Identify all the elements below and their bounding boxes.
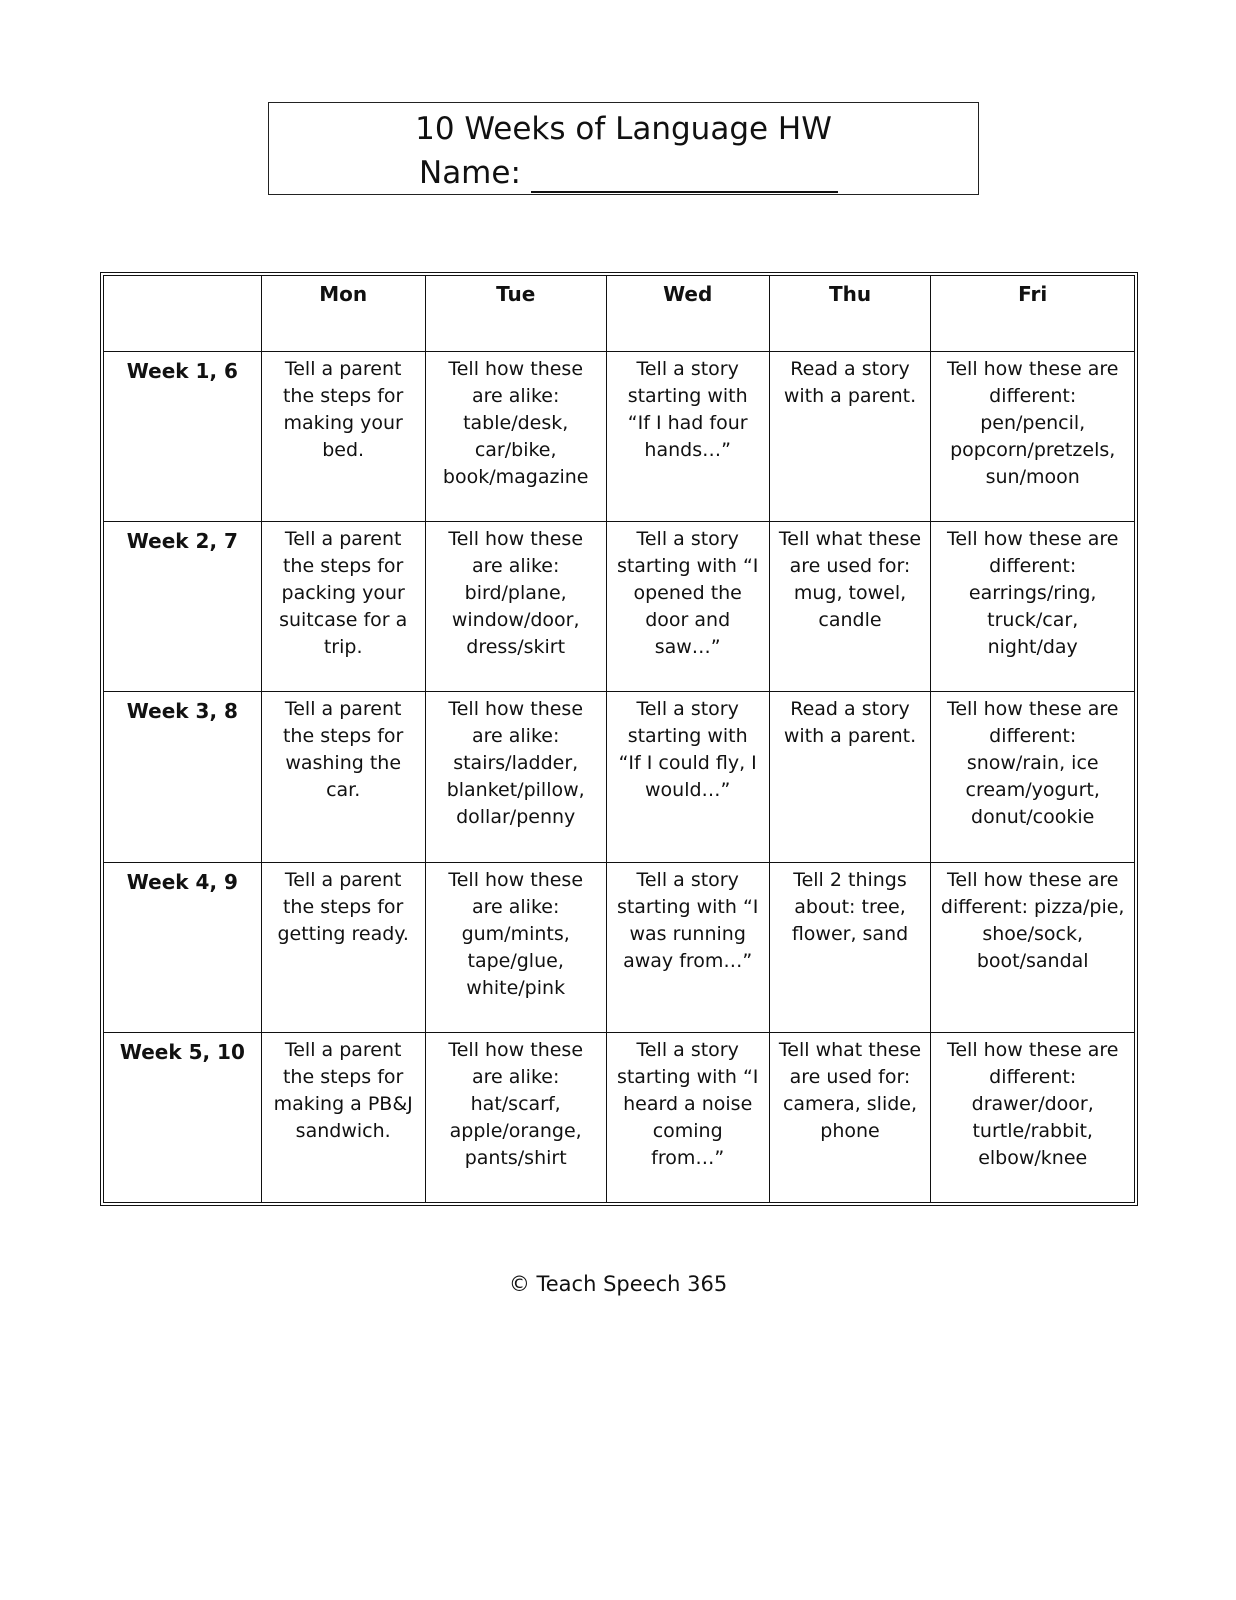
column-header-tue: Tue: [425, 276, 606, 352]
table-cell: Tell how these are alike: gum/mints, tape/glue, white/pink: [425, 862, 606, 1032]
table-cell: Tell 2 things about: tree, flower, sand: [769, 862, 931, 1032]
week-label: Week 5, 10: [104, 1032, 262, 1202]
table-row: [104, 352, 1135, 522]
name-blank-line: [531, 161, 838, 193]
column-header-thu: Thu: [769, 276, 931, 352]
table-cell: Tell a parent the steps for getting ready.: [261, 862, 425, 1032]
name-field: [419, 153, 838, 193]
name-label: Name:: [419, 155, 521, 191]
table-row: [104, 862, 1135, 1032]
table-row: [104, 522, 1135, 692]
table-cell: Read a story with a parent.: [769, 692, 931, 862]
table-cell: Tell a story starting with “If I had four hands…”: [606, 352, 769, 522]
table-cell: Tell how these are different: snow/rain, ice cream/yogurt, donut/cookie: [931, 692, 1135, 862]
week-label: Week 4, 9: [104, 862, 262, 1032]
week-label: Week 3, 8: [104, 692, 262, 862]
table-cell: Tell a parent the steps for packing your suitcase for a trip.: [261, 522, 425, 692]
column-header-mon: Mon: [261, 276, 425, 352]
table-cell: Tell how these are different: earrings/ring, truck/car, night/day: [931, 522, 1135, 692]
table-cell: Tell how these are alike: hat/scarf, apple/orange, pants/shirt: [425, 1032, 606, 1202]
table-cell: Tell a story starting with “If I could fly, I would…”: [606, 692, 769, 862]
column-header-wed: Wed: [606, 276, 769, 352]
table-cell: Read a story with a parent.: [769, 352, 931, 522]
table-cell: Tell a parent the steps for making a PB&J sandwich.: [261, 1032, 425, 1202]
table-cell: Tell how these are different: pen/pencil, popcorn/pretzels, sun/moon: [931, 352, 1135, 522]
table-cell: Tell how these are alike: stairs/ladder, blanket/pillow, dollar/penny: [425, 692, 606, 862]
table-cell: Tell a parent the steps for washing the car.: [261, 692, 425, 862]
table-cell: Tell how these are different: pizza/pie, shoe/sock, boot/sandal: [931, 862, 1135, 1032]
header-row: [104, 276, 1135, 352]
table-cell: Tell how these are alike: bird/plane, window/door, dress/skirt: [425, 522, 606, 692]
table-cell: Tell what these are used for: mug, towel, candle: [769, 522, 931, 692]
week-label: Week 2, 7: [104, 522, 262, 692]
copyright-footer: © Teach Speech 365: [508, 1272, 728, 1296]
table-cell: Tell a story starting with “I opened the door and saw…”: [606, 522, 769, 692]
homework-table: [103, 275, 1135, 1203]
week-label: Week 1, 6: [104, 352, 262, 522]
table-cell: Tell a parent the steps for making your bed.: [261, 352, 425, 522]
table-cell: Tell what these are used for: camera, slide, phone: [769, 1032, 931, 1202]
table-cell: Tell a story starting with “I was running away from…”: [606, 862, 769, 1032]
homework-grid: [100, 272, 1138, 1206]
page-title: 10 Weeks of Language HW: [415, 111, 832, 147]
table-row: [104, 1032, 1135, 1202]
table-cell: Tell how these are alike: table/desk, car/bike, book/magazine: [425, 352, 606, 522]
table-cell: Tell a story starting with “I heard a noise coming from…”: [606, 1032, 769, 1202]
table-row: [104, 692, 1135, 862]
title-box: [268, 102, 979, 195]
column-header-fri: Fri: [931, 276, 1135, 352]
corner-cell: [104, 276, 262, 352]
table-cell: Tell how these are different: drawer/door, turtle/rabbit, elbow/knee: [931, 1032, 1135, 1202]
